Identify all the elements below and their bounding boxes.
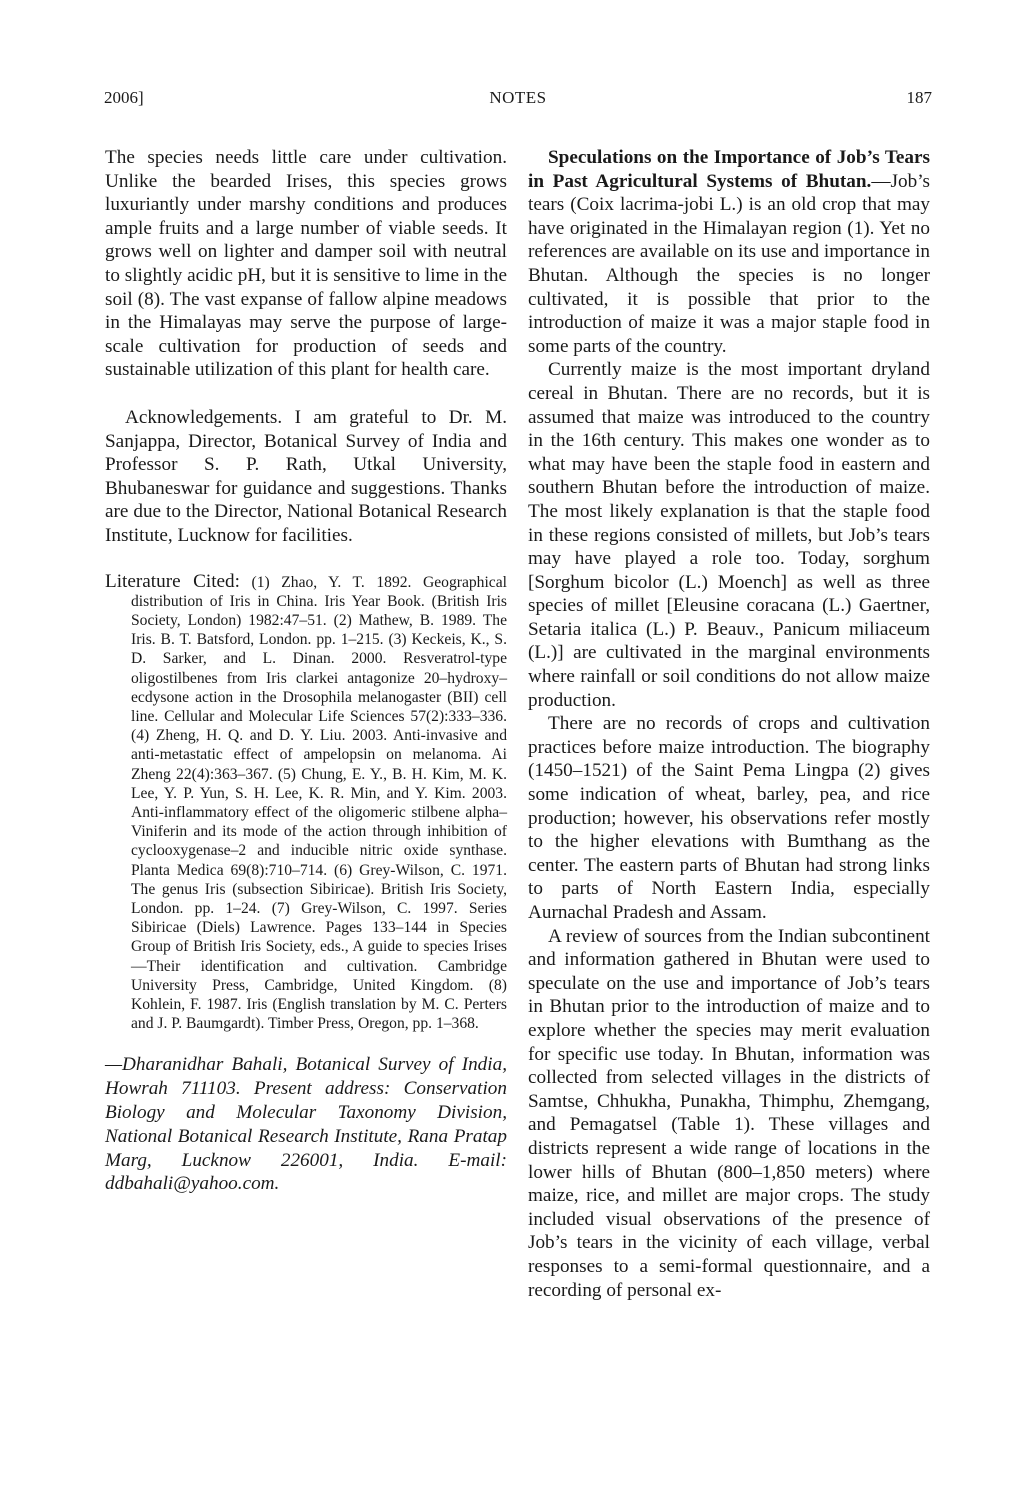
left-column [105,146,507,1196]
literature-cited [105,572,507,1034]
article-title: Speculations on the Importance of Job’s Tears in Past Agricultural Systems of Bhutan. [528,147,930,192]
intro-text: —Job’s tears (Coix lacrima-jobi L.) is an old crop that may have originated in the Himalayan region (1). Yet no references are available on its use and importance in Bhutan. Although the species is no longer cultivated, it is possible that prior to the introduction of maize it was a major staple food in some parts of the country. [528,170,930,357]
acknowledgements: Acknowledgements. I am grateful to Dr. M. Sanjappa, Director, Botanical Survey of India and Professor S. P. Rath, Utkal University, Bhubaneswar for guidance and suggestions. Thanks are due to the Director, National Botanical Research Institute, Lucknow for facilities. [105,406,507,546]
paragraph-review: A review of sources from the Indian subcontinent and information gathered in Bhutan were used to speculate on the use and importance of Job’s tears in Bhutan prior to the introduction of maize and to explore whether the species may merit evaluation for specific use today. In Bhutan, information was collected from selected villages in the districts of Samtse, Chhukha, Punakha, Thimphu, Zhemgang, and Pemagatsel (Table 1). These villages and districts represent a wide range of locations in the lower hills of Bhutan (800–1,850 meters) where maize, rice, and millet are major crops. The study included visual observations of the presence of Job’s tears in the vicinity of each village, verbal responses to a semi-formal questionnaire, and a recording of personal ex- [528,925,930,1301]
closing-paragraph: The species needs little care under cultivation. Unlike the bearded Irises, this species grows luxuriantly under marshy conditions and produces ample fruits and a large number of viable seeds. It grows well on lighter and damper soil with neutral to slightly acidic pH, but it is sensitive to lime in the soil (8). The vast expanse of fallow alpine meadows in the Himalayas may serve the purpose of large-scale cultivation for production of seeds and sustainable utilization of this plant for health care. [105,147,507,381]
running-header [104,88,932,112]
header-section: NOTES [489,88,547,107]
page-number: 187 [906,88,932,107]
right-column [528,146,930,1302]
paragraph-records: There are no records of crops and cultivation practices before maize introduction. The biography (1450–1521) of the Saint Pema Lingpa (2) gives some indication of wheat, barley, pea, and rice production; however, his observations refer mostly to the higher elevations with Bumthang as the center. The eastern parts of Bhutan had strong links to parts of North Eastern India, especially Aurnachal Pradesh and Assam. [528,713,930,923]
author-signature: —Dharanidhar Bahali, Botanical Survey of India, Howrah 711103. Present address: Conservation Biology and Molecular Taxonomy Division, National Botanical Research Institute, Rana Pratap Marg, Lucknow 226001, India. E-mail: ddbahali@yahoo.com. [105,1054,507,1195]
article-intro [528,146,930,358]
literature-cited-text: (1) Zhao, Y. T. 1892. Geographical distribution of Iris in China. Iris Year Book. (British Iris Society, London) 1982:47–51. (2) Mathew, B. 1989. The Iris. B. T. Batsford, London. pp. 1–215. (3) Keckeis, K., S. D. Sarker, and L. Dinan. 2000. Resveratrol-type oligostilbenes from Iris clarkei antagonize 20–hydroxy–ecdysone action in the Drosophila melanogaster (BII) cell line. Cellular and Molecular Life Sciences 57(2):333–336. (4) Zheng, H. Q. and D. Y. Liu. 2003. Anti-invasive and anti-metastatic effect of ampelopsin on melanoma. Ai Zheng 22(4):363–367. (5) Chung, E. Y., B. H. Kim, M. K. Lee, Y. P. Yun, S. H. Lee, K. R. Min, and Y. Kim. 2003. Anti-inflammatory effect of the oligomeric stilbene alpha–Viniferin and its mode of the action through inhibition of cyclooxygenase–2 and inducible nitric oxide synthase. Planta Medica 69(8):710–714. (6) Grey-Wilson, C. 1971. The genus Iris (subsection Sibiricae). British Iris Society, London. pp. 1–24. (7) Grey-Wilson, C. 1997. Series Sibiricae (Diels) Lawrence. Pages 133–144 in Species Group of British Iris Society, eds., A guide to species Irises—Their identification and cultivation. Cambridge University Press, Cambridge, United Kingdom. (8) Kohlein, F. 1987. Iris (English translation by M. C. Perters and J. P. Baumgardt). Timber Press, Oregon, pp. 1–368. [131,573,507,1033]
literature-cited-heading: Literature Cited: [105,570,240,592]
paragraph-maize: Currently maize is the most important dryland cereal in Bhutan. There are no records, but it is assumed that maize was introduced to the country in the 16th century. This makes one wonder as to what may have been the staple food in eastern and southern Bhutan before the introduction of maize. The most likely explanation is that the staple food in these regions consisted of millets, but Job’s tears may have played a role too. Today, sorghum [Sorghum bicolor (L.) Moench] as well as three species of millet [Eleusine coracana (L.) Gaertner, Setaria italica (L.) P. Beauv., Panicum miliaceum (L.)] are cultivated in the marginal environments where rainfall or soil conditions do not allow maize production. [528,359,930,711]
header-year: 2006] [104,88,144,107]
